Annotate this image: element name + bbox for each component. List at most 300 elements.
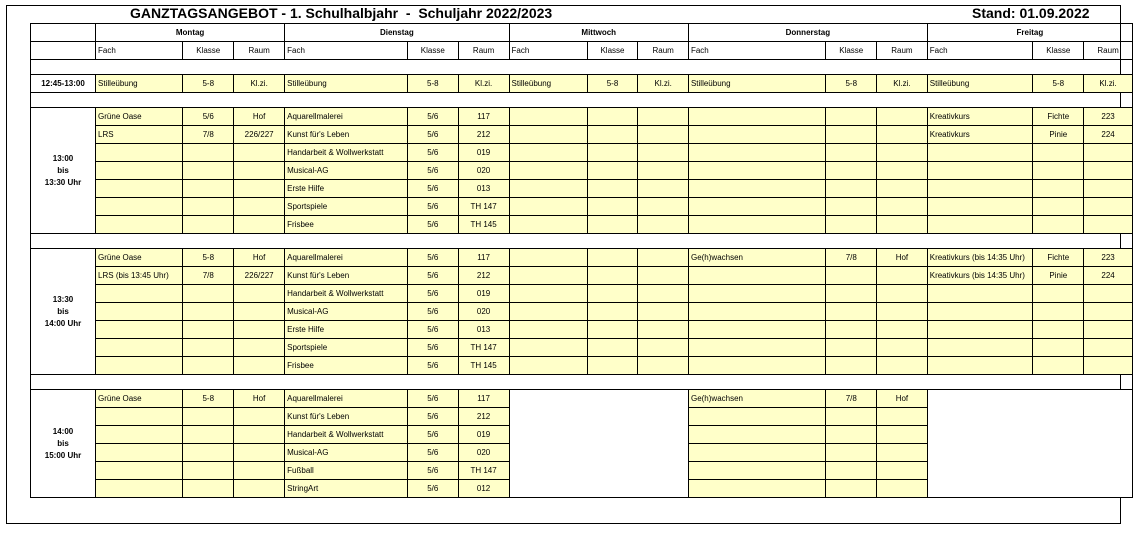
block2-donnerstag-raum	[877, 321, 928, 339]
block2-dienstag-fach: Frisbee	[285, 357, 408, 375]
block2-dienstag-klasse: 5/6	[407, 321, 458, 339]
block2-freitag-fach	[927, 357, 1033, 375]
block2-donnerstag-fach	[688, 303, 825, 321]
block1-freitag-raum	[1084, 198, 1133, 216]
block1-donnerstag-klasse	[826, 198, 877, 216]
stille-fach-freitag: Stilleübung	[927, 75, 1033, 93]
block3-montag-raum	[234, 408, 285, 426]
block2-dienstag-raum: 013	[458, 321, 509, 339]
col-klasse-mittwoch: Klasse	[587, 42, 638, 60]
block2-mittwoch-klasse	[587, 285, 638, 303]
block3-montag-fach	[96, 426, 183, 444]
col-klasse-freitag: Klasse	[1033, 42, 1084, 60]
block3-dienstag-klasse: 5/6	[407, 408, 458, 426]
block3-montag-fach	[96, 408, 183, 426]
stille-klasse-freitag: 5-8	[1033, 75, 1084, 93]
block2-dienstag-klasse: 5/6	[407, 303, 458, 321]
block2-freitag-fach	[927, 321, 1033, 339]
spacer-row	[31, 234, 1133, 249]
block3-dienstag-raum: 212	[458, 408, 509, 426]
block3-donnerstag-klasse	[826, 426, 877, 444]
block3-dienstag-klasse: 5/6	[407, 444, 458, 462]
block2-mittwoch-fach	[509, 321, 587, 339]
block2-dienstag-fach: Erste Hilfe	[285, 321, 408, 339]
col-raum-donnerstag: Raum	[877, 42, 928, 60]
block2-donnerstag-raum	[877, 267, 928, 285]
day-header-freitag: Freitag	[927, 24, 1132, 42]
block1-mittwoch-klasse	[587, 126, 638, 144]
block1-donnerstag-raum	[877, 108, 928, 126]
block3-montag-raum	[234, 426, 285, 444]
block2-donnerstag-raum	[877, 285, 928, 303]
stand-date: Stand: 01.09.2022	[972, 5, 1090, 21]
block3-time-line: 14:00	[52, 426, 74, 436]
block2-dienstag-klasse: 5/6	[407, 339, 458, 357]
block2-mittwoch-klasse	[587, 339, 638, 357]
block1-montag-klasse	[183, 162, 234, 180]
block1-mittwoch-fach	[509, 198, 587, 216]
block2-donnerstag-klasse	[826, 357, 877, 375]
block2-freitag-klasse	[1033, 321, 1084, 339]
block2-montag-fach: LRS (bis 13:45 Uhr)	[96, 267, 183, 285]
block1-montag-fach	[96, 162, 183, 180]
block2-time	[31, 249, 96, 375]
block1-dienstag-fach: Erste Hilfe	[285, 180, 408, 198]
block1-montag-klasse	[183, 144, 234, 162]
block3-dienstag-klasse: 5/6	[407, 480, 458, 498]
stille-raum-montag: Kl.zi.	[234, 75, 285, 93]
block1-dienstag-fach: Kunst für's Leben	[285, 126, 408, 144]
block1-freitag-klasse	[1033, 198, 1084, 216]
block2-freitag-raum: 224	[1084, 267, 1133, 285]
block1-montag-fach	[96, 180, 183, 198]
block3-dienstag-fach: Fußball	[285, 462, 408, 480]
block3-dienstag-klasse: 5/6	[407, 462, 458, 480]
block1-mittwoch-klasse	[587, 108, 638, 126]
block2-freitag-fach	[927, 303, 1033, 321]
col-klasse-donnerstag: Klasse	[826, 42, 877, 60]
block2-freitag-raum	[1084, 303, 1133, 321]
block2-montag-fach	[96, 285, 183, 303]
block2-freitag-klasse	[1033, 339, 1084, 357]
stille-raum-donnerstag: Kl.zi.	[877, 75, 928, 93]
block3-donnerstag-fach	[688, 408, 825, 426]
block1-dienstag-fach: Frisbee	[285, 216, 408, 234]
block2-montag-raum: 226/227	[234, 267, 285, 285]
block1-dienstag-raum: TH 147	[458, 198, 509, 216]
block2-montag-raum	[234, 285, 285, 303]
block1-dienstag-klasse: 5/6	[407, 198, 458, 216]
stille-raum-freitag: Kl.zi.	[1084, 75, 1133, 93]
block3-montag-raum	[234, 462, 285, 480]
block1-dienstag-raum: 020	[458, 162, 509, 180]
block2-freitag-fach: Kreativkurs (bis 14:35 Uhr)	[927, 267, 1033, 285]
block1-donnerstag-fach	[688, 162, 825, 180]
block1-montag-raum	[234, 144, 285, 162]
block2-montag-klasse: 7/8	[183, 267, 234, 285]
block1-montag-raum: Hof	[234, 108, 285, 126]
block3-montag-klasse	[183, 426, 234, 444]
block1-mittwoch-klasse	[587, 198, 638, 216]
block1-freitag-klasse: Fichte	[1033, 108, 1084, 126]
block2-donnerstag-raum	[877, 357, 928, 375]
block3-dienstag-fach: StringArt	[285, 480, 408, 498]
block1-montag-klasse	[183, 216, 234, 234]
block1-mittwoch-raum	[638, 144, 689, 162]
block3-dienstag-raum: TH 147	[458, 462, 509, 480]
col-raum-montag: Raum	[234, 42, 285, 60]
block1-freitag-raum: 224	[1084, 126, 1133, 144]
block2-freitag-klasse	[1033, 357, 1084, 375]
stille-fach-donnerstag: Stilleübung	[688, 75, 825, 93]
block1-montag-raum: 226/227	[234, 126, 285, 144]
block1-donnerstag-klasse	[826, 180, 877, 198]
block2-montag-raum	[234, 303, 285, 321]
block2-montag-klasse	[183, 303, 234, 321]
block1-time	[31, 108, 96, 234]
block1-freitag-raum	[1084, 216, 1133, 234]
block2-montag-raum	[234, 357, 285, 375]
block2-donnerstag-raum	[877, 303, 928, 321]
block1-dienstag-raum: 013	[458, 180, 509, 198]
block1-donnerstag-raum	[877, 126, 928, 144]
block2-mittwoch-klasse	[587, 249, 638, 267]
block1-dienstag-klasse: 5/6	[407, 126, 458, 144]
block2-freitag-raum	[1084, 357, 1133, 375]
block3-donnerstag-raum	[877, 408, 928, 426]
block1-dienstag-raum: TH 145	[458, 216, 509, 234]
block2-donnerstag-klasse	[826, 303, 877, 321]
block3-montag-fach	[96, 444, 183, 462]
block2-dienstag-raum: 020	[458, 303, 509, 321]
block2-dienstag-klasse: 5/6	[407, 285, 458, 303]
block1-dienstag-klasse: 5/6	[407, 144, 458, 162]
block3-montag-raum	[234, 480, 285, 498]
stille-raum-dienstag: Kl.zi.	[458, 75, 509, 93]
block2-dienstag-klasse: 5/6	[407, 249, 458, 267]
block1-mittwoch-raum	[638, 180, 689, 198]
block3-donnerstag-klasse	[826, 408, 877, 426]
block3-donnerstag-raum	[877, 480, 928, 498]
block2-dienstag-fach: Sportspiele	[285, 339, 408, 357]
block1-montag-fach	[96, 216, 183, 234]
block3-montag-klasse	[183, 480, 234, 498]
block3-dienstag-klasse: 5/6	[407, 426, 458, 444]
block1-montag-raum	[234, 162, 285, 180]
block2-donnerstag-fach	[688, 321, 825, 339]
corner-cell	[31, 24, 96, 42]
block2-mittwoch-klasse	[587, 267, 638, 285]
spacer-row	[31, 375, 1133, 390]
stille-klasse-donnerstag: 5-8	[826, 75, 877, 93]
block3-dienstag-fach: Kunst für's Leben	[285, 408, 408, 426]
block1-mittwoch-klasse	[587, 162, 638, 180]
block1-montag-fach	[96, 198, 183, 216]
stille-fach-dienstag: Stilleübung	[285, 75, 408, 93]
block3-time-line: bis	[57, 438, 69, 448]
block2-donnerstag-raum	[877, 339, 928, 357]
block1-freitag-raum: 223	[1084, 108, 1133, 126]
block2-montag-klasse	[183, 357, 234, 375]
block1-donnerstag-raum	[877, 162, 928, 180]
block1-donnerstag-klasse	[826, 126, 877, 144]
block3-dienstag-fach: Musical-AG	[285, 444, 408, 462]
block2-donnerstag-klasse: 7/8	[826, 249, 877, 267]
block1-mittwoch-fach	[509, 108, 587, 126]
block1-dienstag-fach: Musical-AG	[285, 162, 408, 180]
block2-donnerstag-fach	[688, 339, 825, 357]
block1-mittwoch-klasse	[587, 216, 638, 234]
block1-montag-fach: Grüne Oase	[96, 108, 183, 126]
block1-donnerstag-klasse	[826, 162, 877, 180]
block2-mittwoch-raum	[638, 339, 689, 357]
block3-dienstag-fach: Aquarellmalerei	[285, 390, 408, 408]
block2-time-line: 13:30	[52, 294, 74, 304]
col-fach-dienstag: Fach	[285, 42, 408, 60]
block1-montag-fach: LRS	[96, 126, 183, 144]
block2-mittwoch-raum	[638, 267, 689, 285]
corner-cell	[31, 42, 96, 60]
block2-dienstag-raum: 019	[458, 285, 509, 303]
block3-montag-klasse	[183, 444, 234, 462]
block1-freitag-fach: Kreativkurs	[927, 108, 1033, 126]
block1-mittwoch-raum	[638, 126, 689, 144]
block1-time-line: bis	[57, 165, 69, 175]
block1-montag-klasse: 7/8	[183, 126, 234, 144]
block2-mittwoch-raum	[638, 249, 689, 267]
block1-donnerstag-raum	[877, 198, 928, 216]
stille-raum-mittwoch: Kl.zi.	[638, 75, 689, 93]
block2-montag-raum: Hof	[234, 249, 285, 267]
block2-montag-fach	[96, 321, 183, 339]
block1-montag-klasse	[183, 180, 234, 198]
block1-dienstag-klasse: 5/6	[407, 180, 458, 198]
block2-mittwoch-fach	[509, 357, 587, 375]
block2-montag-raum	[234, 321, 285, 339]
block2-dienstag-klasse: 5/6	[407, 267, 458, 285]
block1-mittwoch-fach	[509, 126, 587, 144]
block1-freitag-raum	[1084, 144, 1133, 162]
block2-mittwoch-fach	[509, 303, 587, 321]
block1-donnerstag-klasse	[826, 144, 877, 162]
block1-montag-fach	[96, 144, 183, 162]
block2-mittwoch-raum	[638, 321, 689, 339]
block3-montag-fach	[96, 480, 183, 498]
block1-freitag-fach	[927, 198, 1033, 216]
day-header-donnerstag: Donnerstag	[688, 24, 927, 42]
block1-freitag-klasse	[1033, 144, 1084, 162]
block1-mittwoch-fach	[509, 216, 587, 234]
block2-donnerstag-fach	[688, 285, 825, 303]
block1-donnerstag-raum	[877, 144, 928, 162]
block3-donnerstag-fach	[688, 480, 825, 498]
block1-freitag-raum	[1084, 162, 1133, 180]
block2-montag-fach	[96, 303, 183, 321]
block3-montag-fach: Grüne Oase	[96, 390, 183, 408]
block3-dienstag-raum: 020	[458, 444, 509, 462]
block2-donnerstag-fach	[688, 267, 825, 285]
block3-dienstag-raum: 117	[458, 390, 509, 408]
block1-donnerstag-raum	[877, 216, 928, 234]
block2-montag-klasse: 5-8	[183, 249, 234, 267]
block1-mittwoch-raum	[638, 198, 689, 216]
block2-donnerstag-klasse	[826, 285, 877, 303]
block2-donnerstag-klasse	[826, 267, 877, 285]
col-raum-freitag: Raum	[1084, 42, 1133, 60]
block3-donnerstag-raum	[877, 444, 928, 462]
block1-dienstag-klasse: 5/6	[407, 108, 458, 126]
block2-freitag-fach	[927, 339, 1033, 357]
block1-freitag-raum	[1084, 180, 1133, 198]
day-header-dienstag: Dienstag	[285, 24, 509, 42]
block2-freitag-klasse	[1033, 303, 1084, 321]
block1-time-line: 13:30 Uhr	[44, 177, 82, 187]
block2-dienstag-fach: Aquarellmalerei	[285, 249, 408, 267]
block3-montag-klasse: 5-8	[183, 390, 234, 408]
block1-donnerstag-fach	[688, 198, 825, 216]
block3-donnerstag-fach	[688, 444, 825, 462]
block1-donnerstag-fach	[688, 216, 825, 234]
block2-montag-raum	[234, 339, 285, 357]
block2-time-line: 14:00 Uhr	[44, 318, 82, 328]
block3-donnerstag-fach	[688, 462, 825, 480]
block1-montag-raum	[234, 216, 285, 234]
block1-mittwoch-raum	[638, 162, 689, 180]
block1-donnerstag-fach	[688, 126, 825, 144]
block2-donnerstag-fach: Ge(h)wachsen	[688, 249, 825, 267]
block1-montag-klasse: 5/6	[183, 108, 234, 126]
stille-klasse-montag: 5-8	[183, 75, 234, 93]
block1-dienstag-raum: 212	[458, 126, 509, 144]
block2-mittwoch-klasse	[587, 321, 638, 339]
block2-dienstag-raum: TH 145	[458, 357, 509, 375]
block2-freitag-klasse	[1033, 285, 1084, 303]
block1-freitag-klasse	[1033, 216, 1084, 234]
block2-montag-fach	[96, 357, 183, 375]
block1-donnerstag-fach	[688, 108, 825, 126]
block2-freitag-raum: 223	[1084, 249, 1133, 267]
block3-donnerstag-klasse	[826, 462, 877, 480]
block2-mittwoch-klasse	[587, 357, 638, 375]
block1-donnerstag-raum	[877, 180, 928, 198]
block2-dienstag-fach: Kunst für's Leben	[285, 267, 408, 285]
col-fach-donnerstag: Fach	[688, 42, 825, 60]
block3-montag-raum: Hof	[234, 390, 285, 408]
block2-freitag-raum	[1084, 285, 1133, 303]
block1-mittwoch-fach	[509, 180, 587, 198]
block1-dienstag-klasse: 5/6	[407, 162, 458, 180]
block1-montag-klasse	[183, 198, 234, 216]
block3-dienstag-klasse: 5/6	[407, 390, 458, 408]
schedule-table	[30, 23, 1133, 498]
block2-mittwoch-fach	[509, 249, 587, 267]
block2-freitag-klasse: Pinie	[1033, 267, 1084, 285]
block1-dienstag-raum: 117	[458, 108, 509, 126]
block2-freitag-klasse: Fichte	[1033, 249, 1084, 267]
block1-dienstag-fach: Aquarellmalerei	[285, 108, 408, 126]
block1-mittwoch-raum	[638, 108, 689, 126]
block3-time	[31, 390, 96, 498]
stille-fach-montag: Stilleübung	[96, 75, 183, 93]
block2-dienstag-fach: Handarbeit & Wollwerkstatt	[285, 285, 408, 303]
block3-donnerstag-raum	[877, 426, 928, 444]
block2-freitag-fach: Kreativkurs (bis 14:35 Uhr)	[927, 249, 1033, 267]
block2-donnerstag-raum: Hof	[877, 249, 928, 267]
block2-mittwoch-raum	[638, 303, 689, 321]
spacer-row	[31, 60, 1133, 75]
block1-freitag-klasse: Pinie	[1033, 126, 1084, 144]
block1-mittwoch-klasse	[587, 144, 638, 162]
block2-donnerstag-klasse	[826, 321, 877, 339]
block2-montag-klasse	[183, 339, 234, 357]
block1-donnerstag-klasse	[826, 216, 877, 234]
block2-mittwoch-fach	[509, 339, 587, 357]
block2-dienstag-raum: 117	[458, 249, 509, 267]
block2-freitag-raum	[1084, 321, 1133, 339]
block2-montag-fach: Grüne Oase	[96, 249, 183, 267]
block2-donnerstag-klasse	[826, 339, 877, 357]
block2-montag-klasse	[183, 285, 234, 303]
block3-donnerstag-klasse	[826, 480, 877, 498]
block1-dienstag-fach: Sportspiele	[285, 198, 408, 216]
block2-freitag-raum	[1084, 339, 1133, 357]
block3-donnerstag-klasse	[826, 444, 877, 462]
block3-time-line: 15:00 Uhr	[44, 450, 82, 460]
block1-montag-raum	[234, 198, 285, 216]
block1-freitag-fach: Kreativkurs	[927, 126, 1033, 144]
block2-montag-klasse	[183, 321, 234, 339]
page-title: GANZTAGSANGEBOT - 1. Schulhalbjahr - Schuljahr 2022/2023	[130, 5, 553, 21]
block1-donnerstag-fach	[688, 144, 825, 162]
block3-montag-raum	[234, 444, 285, 462]
block1-donnerstag-klasse	[826, 108, 877, 126]
day-header-mittwoch: Mittwoch	[509, 24, 688, 42]
block2-dienstag-fach: Musical-AG	[285, 303, 408, 321]
block2-freitag-fach	[927, 285, 1033, 303]
block1-dienstag-raum: 019	[458, 144, 509, 162]
block2-mittwoch-fach	[509, 267, 587, 285]
block1-freitag-fach	[927, 216, 1033, 234]
spacer-row	[31, 93, 1133, 108]
col-raum-dienstag: Raum	[458, 42, 509, 60]
block1-donnerstag-fach	[688, 180, 825, 198]
block1-mittwoch-fach	[509, 162, 587, 180]
block1-dienstag-fach: Handarbeit & Wollwerkstatt	[285, 144, 408, 162]
block1-freitag-klasse	[1033, 162, 1084, 180]
block3-dienstag-raum: 019	[458, 426, 509, 444]
block3-dienstag-raum: 012	[458, 480, 509, 498]
block1-dienstag-klasse: 5/6	[407, 216, 458, 234]
block3-freitag-empty	[927, 390, 1132, 498]
block3-dienstag-fach: Handarbeit & Wollwerkstatt	[285, 426, 408, 444]
col-fach-mittwoch: Fach	[509, 42, 587, 60]
stille-klasse-dienstag: 5-8	[407, 75, 458, 93]
block1-time-line: 13:00	[52, 153, 74, 163]
block1-freitag-klasse	[1033, 180, 1084, 198]
block3-montag-klasse	[183, 408, 234, 426]
stille-fach-mittwoch: Stilleübung	[509, 75, 587, 93]
block3-donnerstag-klasse: 7/8	[826, 390, 877, 408]
stille-klasse-mittwoch: 5-8	[587, 75, 638, 93]
block1-freitag-fach	[927, 144, 1033, 162]
block3-donnerstag-raum: Hof	[877, 390, 928, 408]
block2-mittwoch-klasse	[587, 303, 638, 321]
block1-mittwoch-klasse	[587, 180, 638, 198]
block1-mittwoch-raum	[638, 216, 689, 234]
block2-dienstag-raum: TH 147	[458, 339, 509, 357]
col-fach-montag: Fach	[96, 42, 183, 60]
block3-donnerstag-fach	[688, 426, 825, 444]
